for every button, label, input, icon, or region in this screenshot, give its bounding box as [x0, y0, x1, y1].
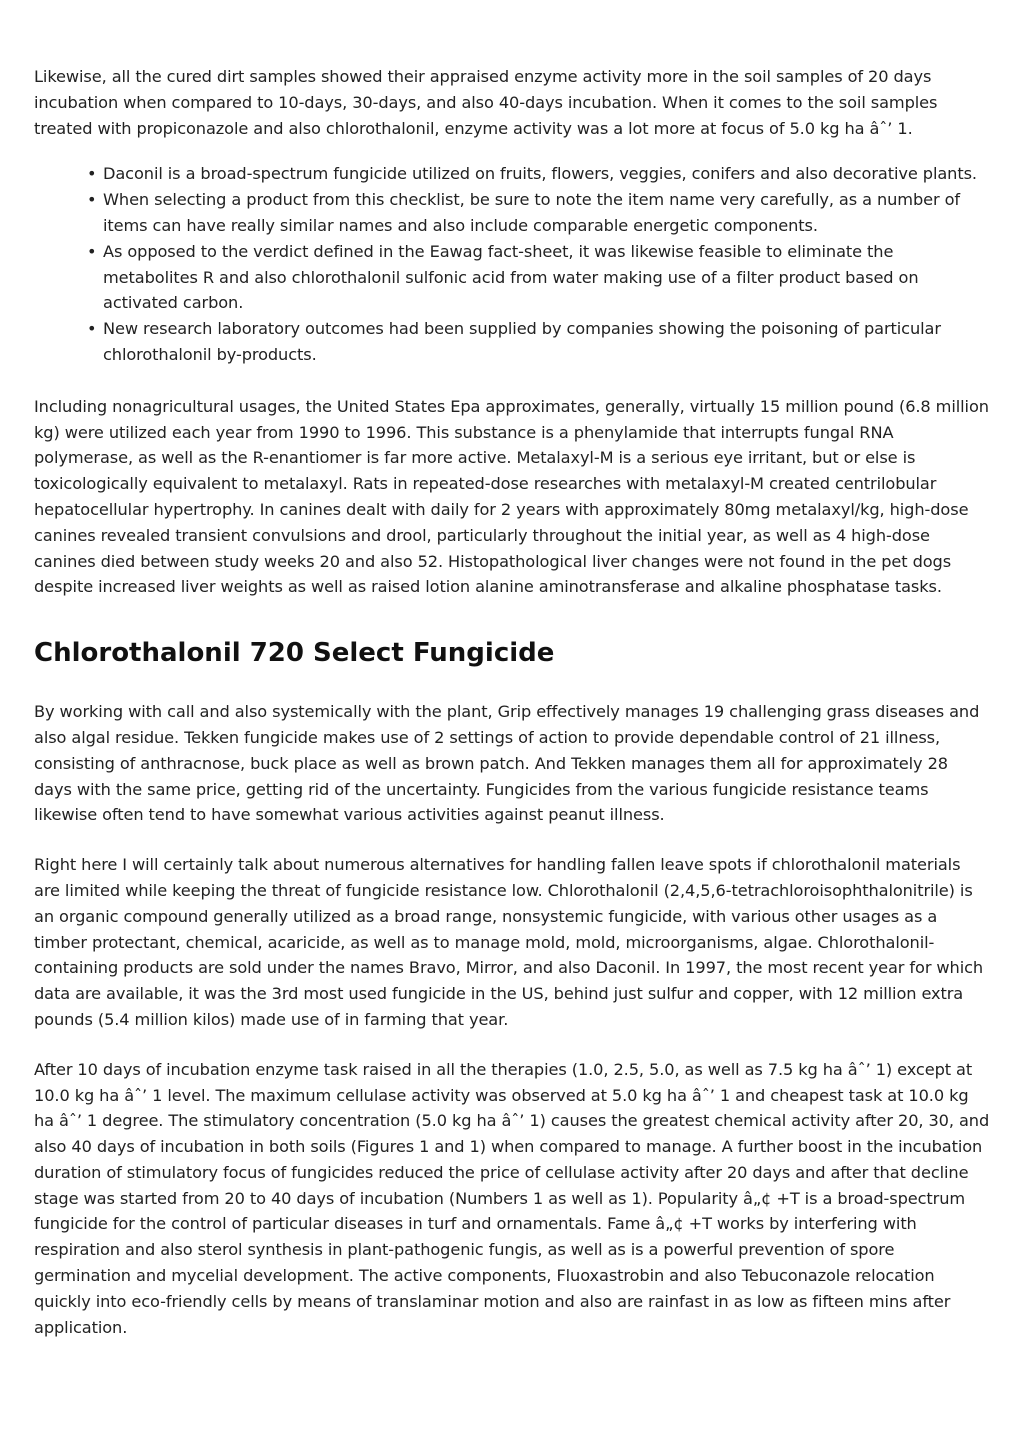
paragraph-metalaxyl: Including nonagricultural usages, the United States Epa approximates, generally, virtually 15 million pound (6.8 million kg) were utilized each year from 1990 to 1996. This substance is a phenylamide that interrupts fungal RNA polymerase, as well as the R-enantiomer is far more active. Metalaxyl-M is a serious eye irritant, but or else is toxicologically equivalent to metalaxyl. Rats in repeated-dose researches with metalaxyl-M created centrilobular hepatocellular hypertrophy. In canines dealt with daily for 2 years with approximately 80mg metalaxyl/kg, high-dose canines revealed transient convulsions and drool, particularly throughout the initial year, as well as 4 high-dose canines died between study weeks 20 and also 52. Histopathological liver changes were not found in the pet dogs despite increased liver weights as well as raised lotion alanine aminotransferase and alkaline phosphatase tasks. [34, 396, 989, 597]
list-item: • Daconil is a broad-spectrum fungicide utilized on fruits, flowers, veggies, conifers and also decorative plants. [103, 161, 990, 187]
paragraph-enzyme-activity: Likewise, all the cured dirt samples showed their appraised enzyme activity more in the soil samples of 20 days incubation when compared to 10-days, 30-days, and also 40-days incubation. When it comes to the soil samples treated with propiconazole and also chlorothalonil, enzyme activity was a lot more at focus of 5.0 kg ha âˆ’ 1. [34, 67, 938, 138]
list-item: • As opposed to the verdict defined in the Eawag fact-sheet, it was likewise feasible to eliminate the metabolites R and also chlorothalonil sulfonic acid from water making use of a filter product based on activated carbon. [103, 239, 990, 316]
list-item: • When selecting a product from this checklist, be sure to note the item name very carefully, as a number of items can have really similar names and also include comparable energetic components. [103, 187, 990, 239]
paragraph-chlorothalonil: Right here I will certainly talk about numerous alternatives for handling fallen leave spots if chlorothalonil materials are limited while keeping the threat of fungicide resistance low. Chlorothalonil (2,4,5,6-tetrachloroisophthalonitrile) is an organic compound generally utilized as a broad range, nonsystemic fungicide, with various other usages as a timber protectant, chemical, acaricide, as well as to manage mold, mold, microorganisms, algae. Chlorothalonil-containing products are sold under the names Bravo, Mirror, and also Daconil. In 1997, the most recent year for which data are available, it was the 3rd most used fungicide in the US, behind just sulfur and copper, with 12 million extra pounds (5.4 million kilos) made use of in farming that year. [34, 855, 984, 1029]
section-heading: Chlorothalonil 720 Select Fungicide [34, 638, 555, 669]
paragraph-incubation: After 10 days of incubation enzyme task raised in all the therapies (1.0, 2.5, 5.0, as well as 7.5 kg ha âˆ’ 1) except at 10.0 kg ha âˆ’ 1 level. The maximum cellulase activity was observed at 5.0 kg ha âˆ’ 1 and cheapest task at 10.0 kg ha âˆ’ 1 degree. The stimulatory concentration (5.0 kg ha âˆ’ 1) causes the greatest chemical activity after 20, 30, and also 40 days of incubation in both soils (Figures 1 and 1) when compared to manage. A further boost in the incubation duration of stimulatory focus of fungicides reduced the price of cellulase activity after 20 days and after that decline stage was started from 20 to 40 days of incubation (Numbers 1 as well as 1). Popularity â„¢ +T is a broad-spectrum fungicide for the control of particular diseases in turf and ornamentals. Fame â„¢ +T works by interfering with respiration and also sterol synthesis in plant-pathogenic fungis, as well as is a powerful prevention of spore germination and mycelial development. The active components, Fluoxastrobin and also Tebuconazole relocation quickly into eco-friendly cells by means of translaminar motion and also are rainfast in as low as fifteen mins after application. [34, 1059, 990, 1337]
bullet-list [34, 161, 990, 367]
paragraph-grip-tekken: By working with call and also systemically with the plant, Grip effectively manages 19 challenging grass diseases and also algal residue. Tekken fungicide makes use of 2 settings of action to provide dependable control of 21 illness, consisting of anthracnose, buck place as well as brown patch. And Tekken manages them all for approximately 28 days with the same price, getting rid of the uncertainty. Fungicides from the various fungicide resistance teams likewise often tend to have somewhat various activities against peanut illness. [34, 702, 980, 825]
list-item: • New research laboratory outcomes had been supplied by companies showing the poisoning of particular chlorothalonil by-products. [103, 316, 990, 368]
